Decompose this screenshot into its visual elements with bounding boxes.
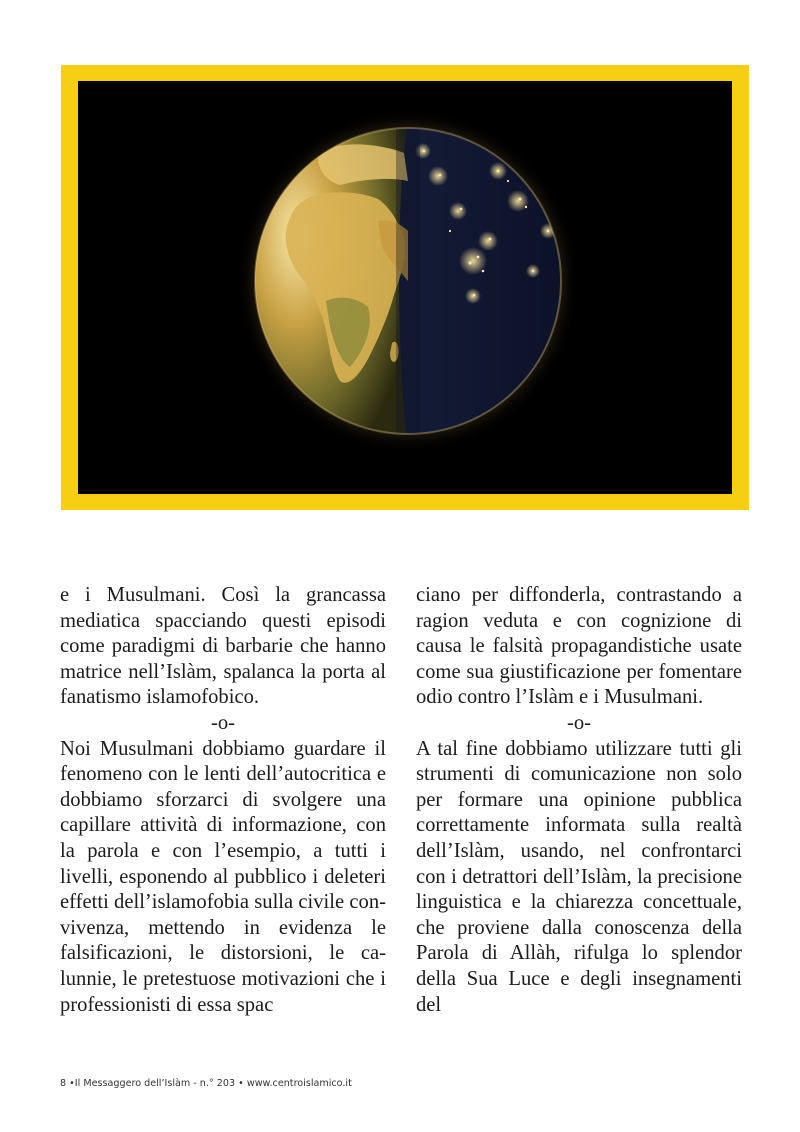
page-footer: 8 •Il Messaggero dell’Islàm - n.° 203 • www.centroislamico.it [60,1078,352,1089]
paragraph: ciano per diffonderla, contrastando a ragion veduta e con cognizione di causa le falsità propagandistiche usate come sua giustificazione per fomentare odio contro l’Islàm e i Musulmani. [416,584,742,709]
paragraph: Noi Musulmani dobbiamo guardare il fenomeno con le lenti dell’autocritica e dobbiamo sforzarci di svolgere una capillare attività di informazione, con la parola e con l’esempio, a tutti i livelli, esponendo al pubblico i deleteri effetti dell’islamofobia sulla civile convivenza, mettendo in evidenza le falsificazioni, le distorsioni, le calunnie, le pretestuose motivazioni che i professionisti di essa spac [60,737,386,1016]
earth-photo [78,81,732,494]
text-column-right [416,583,742,1018]
photo-frame [61,65,749,510]
globe-illustration [78,81,732,494]
text-column-left [60,583,386,1018]
paragraph: A tal fine dobbiamo utilizzare tutti gli strumenti di comunicazione non solo per formare una opinione pubblica correttamente informata sulla realtà dell’Islàm, usando, nel confrontarci con i detrattori dell’Islàm, la precisione linguistica e la chiarezza concettuale, che proviene dalla conoscenza della Parola di Allàh, rifulga lo splendor della Sua Luce e degli insegnamenti del [416,737,742,1016]
section-separator: -o- [210,711,235,734]
paragraph: e i Musulmani. Così la grancassa mediatica spacciando questi episodi come paradigmi di barbarie che hanno matrice nell’Islàm, spalanca la porta al fanatismo islamofobico. [60,584,386,709]
section-separator: -o- [566,711,591,734]
